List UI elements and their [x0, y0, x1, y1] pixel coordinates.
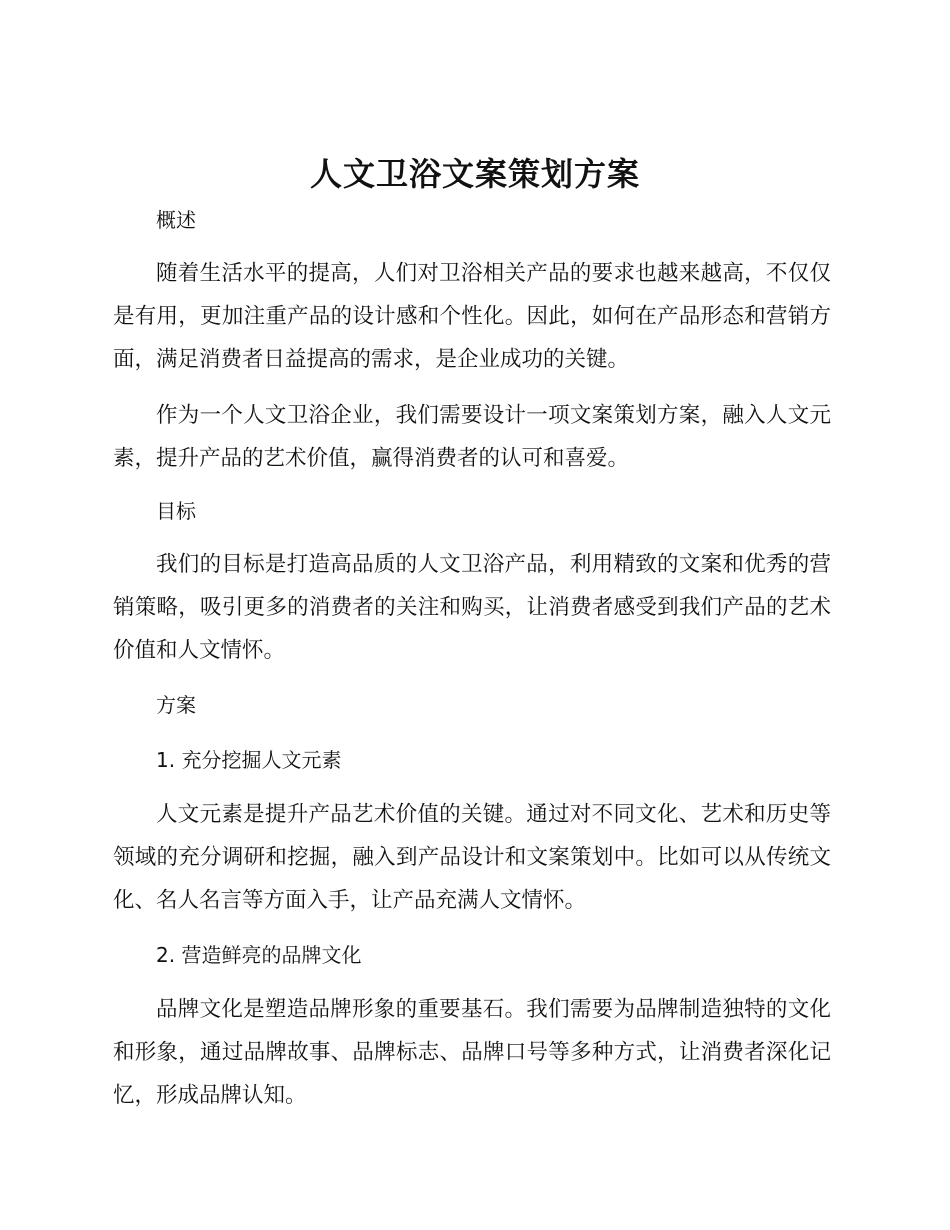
document-title: 人文卫浴文案策划方案	[309, 155, 640, 193]
paragraph-overview-2: 作为一个人文卫浴企业，我们需要设计一项文案策划方案，融入人文元素，提升产品的艺术价值，赢得消费者的认可和喜爱。	[113, 403, 831, 471]
paragraph-goal: 我们的目标是打造高品质的人文卫浴产品，利用精致的文案和优秀的营销策略，吸引更多的消费者的关注和购买，让消费者感受到我们产品的艺术价值和人文情怀。	[113, 552, 831, 663]
section-heading-goal: 目标	[156, 499, 196, 523]
paragraph-plan-item-2: 品牌文化是塑造品牌形象的重要基石。我们需要为品牌制造独特的文化和形象，通过品牌故事、品牌标志、品牌口号等多种方式，让消费者深化记忆，形成品牌认知。	[113, 997, 831, 1108]
paragraph-overview-1: 随着生活水平的提高，人们对卫浴相关产品的要求也越来越高，不仅仅是有用，更加注重产品的设计感和个性化。因此，如何在产品形态和营销方面，满足消费者日益提高的需求，是企业成功的关键。	[113, 261, 831, 372]
paragraph-plan-item-1: 人文元素是提升产品艺术价值的关键。通过对不同文化、艺术和历史等领域的充分调研和挖掘，融入到产品设计和文案策划中。比如可以从传统文化、名人名言等方面入手，让产品充满人文情怀。	[113, 802, 831, 913]
section-heading-plan: 方案	[156, 693, 196, 717]
section-heading-plan-item-2: 2. 营造鲜亮的品牌文化	[156, 943, 362, 967]
section-heading-plan-item-1: 1. 充分挖掘人文元素	[156, 748, 342, 772]
section-heading-overview: 概述	[156, 208, 196, 232]
